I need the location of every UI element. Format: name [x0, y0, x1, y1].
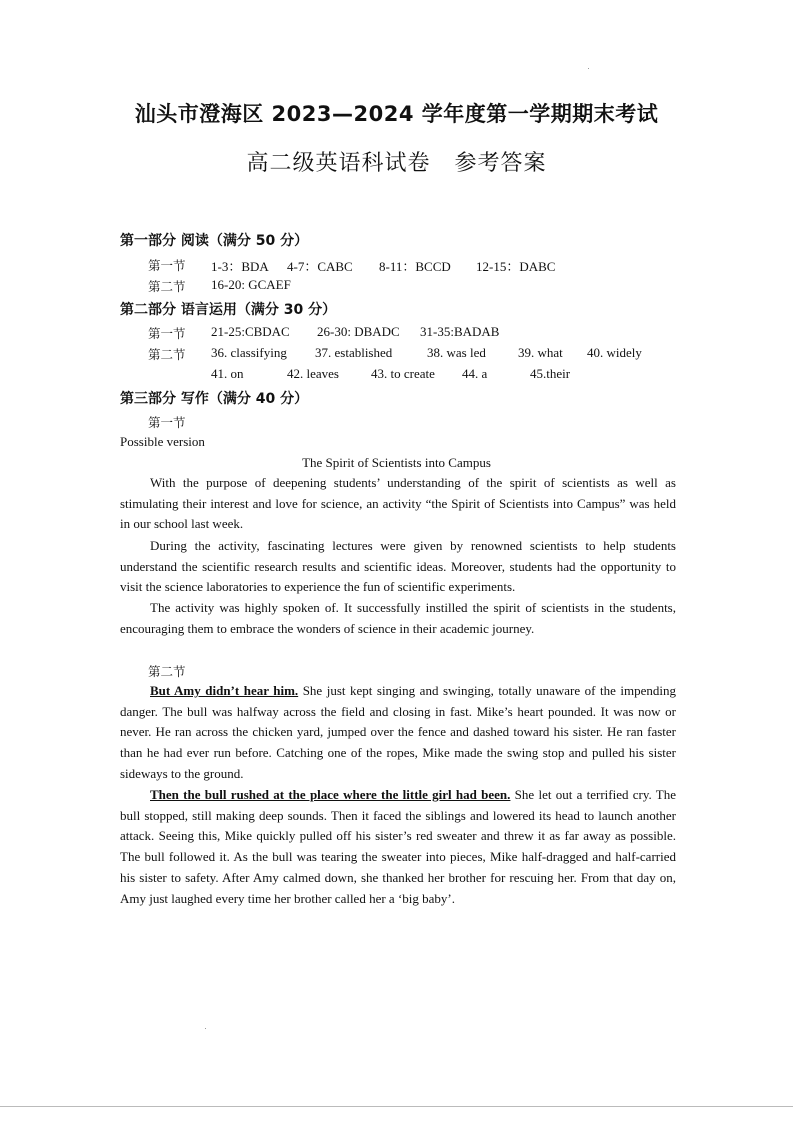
scan-speck	[205, 1028, 206, 1029]
answer-group: 8-11：BCCD	[379, 259, 451, 274]
answer-group: 26-30: DBADC	[317, 324, 400, 339]
part1-s1-label: 第一节	[148, 258, 186, 273]
essay-paragraph: During the activity, fascinating lectures were given by renowned scientists to help students understand the scientific research results and scientific ideas. Moreover, students had the opportunity to visit the science laboratories to experience the fun of scientific experiments.	[120, 538, 676, 595]
essay-paragraph: With the purpose of deepening students’ understanding of the spirit of scientists as well as stimulating their interest and love for science, an activity “the Spirit of Scientists into Campus” was held in our school last week.	[120, 475, 676, 532]
essay-title: The Spirit of Scientists into Campus	[302, 455, 491, 470]
page-bottom-edge	[0, 1106, 793, 1107]
story-paragraph	[120, 785, 676, 909]
answer-item: 40. widely	[587, 345, 642, 360]
part3-heading: 第三部分 写作（满分 40 分）	[120, 391, 309, 407]
answer-group: 31-35:BADAB	[420, 324, 500, 339]
part2-s1-label: 第一节	[148, 326, 186, 341]
answer-group: 4-7：CABC	[287, 259, 353, 274]
part1-s2-label: 第二节	[148, 279, 186, 294]
story-lead-sentence: Then the bull rushed at the place where the little girl had been.	[150, 787, 511, 802]
essay-paragraph: The activity was highly spoken of. It successfully instilled the spirit of scientists in the students, encouraging them to embrace the wonders of science in their academic journey.	[120, 600, 676, 636]
answer-item: 44. a	[462, 366, 488, 381]
answer-item: 45.their	[530, 366, 571, 381]
part2-s2-label: 第二节	[148, 347, 186, 362]
answer-group: 16-20: GCAEF	[211, 277, 291, 292]
answer-group: 12-15：DABC	[476, 259, 556, 274]
possible-version-label: Possible version	[120, 434, 205, 449]
page-subtitle	[0, 146, 793, 177]
page-title: 汕头市澄海区 2023—2024 学年度第一学期期末考试	[134, 102, 659, 126]
story-body: She let out a terrified cry. The bull stopped, still making deep sounds. Then it faced the siblings and lowered its head to launch another attack. Seeing this, Mike quickly pulled off his sister’s red sweater and threw it as far away as possible. The bull followed it. As the bull was tearing the sweater into pieces, Mike half-dragged and half-carried his sister to safety. After Amy calmed down, she thanked her brother for rescuing her. From that day on, Amy just laughed every time her brother called her a ‘big baby’.	[120, 787, 676, 906]
story-paragraph	[120, 681, 676, 785]
answer-item: 43. to create	[371, 366, 435, 381]
scan-speck	[588, 68, 589, 69]
subtitle-answers: 参考答案	[454, 151, 547, 176]
subtitle-exam: 高二级英语科试卷	[246, 151, 431, 176]
answer-group: 21-25:CBDAC	[211, 324, 290, 339]
answer-item: 39. what	[518, 345, 563, 360]
story-lead-sentence: But Amy didn’t hear him.	[150, 683, 299, 698]
story-body: She just kept singing and swinging, totally unaware of the impending danger. The bull was halfway across the field and closing in fast. Mike’s heart pounded. It was now or never. He ran across the chicken yard, jumped over the fence and dashed toward his sister. He ran faster than he had ever run before. Catching one of the ropes, Mike made the swing stop and pulled his sister sideways to the ground.	[120, 683, 676, 781]
answer-item: 41. on	[211, 366, 244, 381]
part3-s2-label: 第二节	[148, 664, 186, 679]
answer-item: 37. established	[315, 345, 393, 360]
answer-item: 38. was led	[427, 345, 486, 360]
answer-group: 1-3：BDA	[211, 259, 269, 274]
answer-item: 42. leaves	[287, 366, 339, 381]
part3-s1-label: 第一节	[148, 415, 186, 430]
answer-item: 36. classifying	[211, 345, 287, 360]
part1-heading: 第一部分 阅读（满分 50 分）	[120, 233, 309, 249]
part2-heading: 第二部分 语言运用（满分 30 分）	[120, 302, 337, 318]
